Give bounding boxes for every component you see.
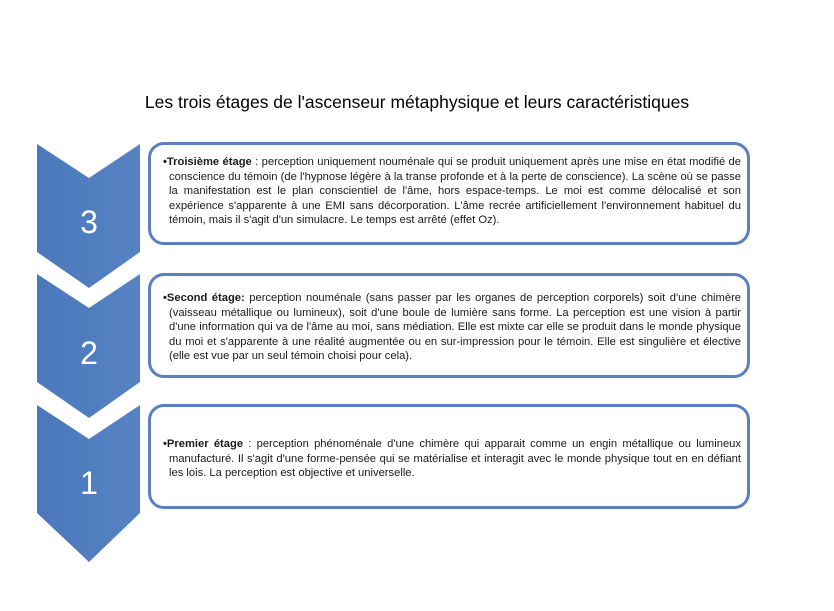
level-1-box xyxy=(148,404,750,509)
level-1-text: •Premier étage : perception phénoménale d'une chimère qui apparait comme un engin métallique ou lumineux manufacturé. Il s'agit d'une forme-pensée qui se matérialise et interagit avec le monde physique tout en en défiant les lois. La perception est objective et universelle. xyxy=(163,438,741,480)
bullet: • xyxy=(163,438,167,450)
level-2-name: Second étage: xyxy=(166,292,245,304)
level-1-description: perception phénoménale d'une chimère qui apparait comme un engin métallique ou lumineux manufacturé. Il s'agit d'une forme-pensée qui se matérialise et interagit avec le monde physique tout en en défiant les lois. La perception est objective et universelle. xyxy=(169,438,741,480)
level-2-description: perception nouménale (sans passer par les organes de perception corporels) soit d'une chimère (vaisseau métallique ou lumineux), soit d'une boule de lumière sans forme. La perception est une vision à partir d'une information qui va de l'âme au moi, sans médiation. Elle est mixte car elle se produit dans le monde physique du moi et s'apparente à une réalité augmentée ou en sur-impression pour le témoin. Elle est singulière et élective (elle est vue par un seul témoin choisi pour cela). xyxy=(169,292,742,363)
level-2-text xyxy=(157,291,741,364)
level-3-description: perception uniquement nouménale qui se produit uniquement après une mise en état modifié de conscience du témoin (de l'hypnose légère à la transe profonde et à la perte de conscience). La scène où se passe la manifestation est le plan conscientiel de l'âme, hors espace-temps. Le moi est comme délocalisé et son expérience s'apparente à une EMI sans décorporation. L'âme recrée artificiellement l'environnement habituel du témoin, mais il s'agit d'un simulacre. Le temps est arrêté (effet Oz). xyxy=(169,156,741,227)
level-number-2: 2 xyxy=(80,335,98,371)
level-3-box xyxy=(148,142,750,245)
bullet: • xyxy=(163,292,167,304)
bullet: • xyxy=(163,156,167,168)
level-3-text: •Troisième étage : perception uniquement nouménale qui se produit uniquement après une mise en état modifié de conscience du témoin (de l'hypnose légère à la transe profonde et à la perte de conscience). La scène où se passe la manifestation est le plan conscientiel de l'âme, hors espace-temps. Le moi est comme délocalisé et son expérience s'apparente à une EMI sans décorporation. L'âme recrée artificiellement l'environnement habituel du témoin, mais il s'agit d'un simulacre. Le temps est arrêté (effet Oz). xyxy=(163,156,741,227)
diagram-title: Les trois étages de l'ascenseur métaphysique et leurs caractéristiques xyxy=(144,92,690,112)
level-number-3: 3 xyxy=(80,204,98,240)
level-1-name: Premier étage xyxy=(166,438,244,450)
level-2-box xyxy=(148,273,750,378)
level-number-1: 1 xyxy=(80,465,98,501)
level-3-name: Troisième étage xyxy=(166,156,252,168)
